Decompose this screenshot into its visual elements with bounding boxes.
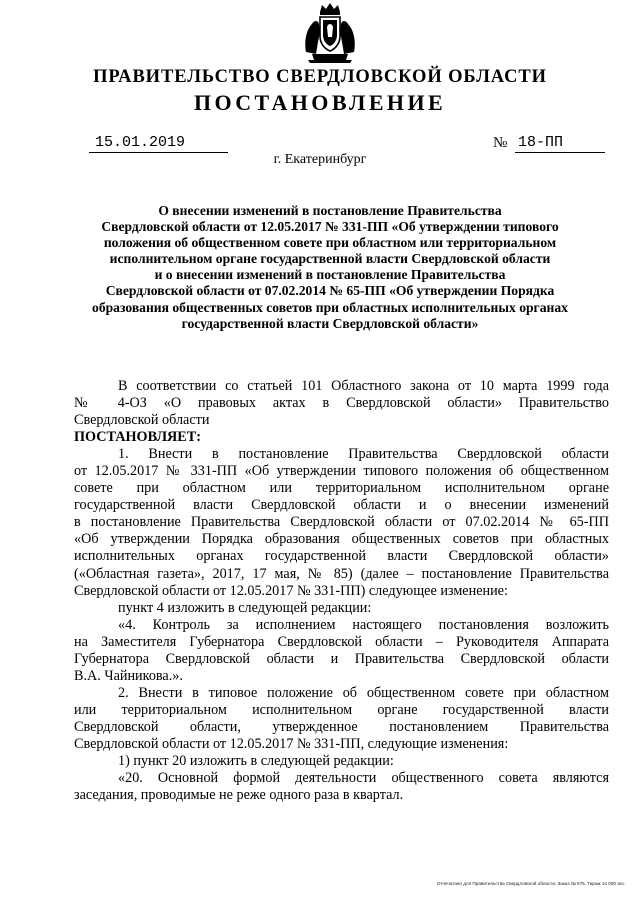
body-line: 1) пункт 20 изложить в следующей редакции: <box>118 753 394 770</box>
resolves-heading: ПОСТАНОВЛЯЕТ: <box>74 429 201 446</box>
body-line: исполнительных органах государственной власти Свердловской области» <box>74 548 609 565</box>
body-line: 2. Внести в типовое положение об общественном совете при областном <box>118 684 609 701</box>
document-date: 15.01.2019 <box>89 134 228 153</box>
body-line: в постановление Правительства Свердловской области от 07.02.2014 № 65-ПП <box>74 514 609 531</box>
body-line: («Областная газета», 2017, 17 мая, № 85) (далее – постановление Правительства <box>74 565 609 582</box>
document-type: ПОСТАНОВЛЕНИЕ <box>193 90 447 115</box>
number-sign: № <box>493 135 508 151</box>
body-line: Свердловской области от 12.05.2017 № 331-ПП, следующие изменения: <box>74 735 509 752</box>
title-line: Свердловской области от 12.05.2017 № 331-ПП «Об утверждении типового <box>101 219 559 235</box>
body-line: Губернатора Свердловской области и Правительства Свердловской области <box>74 650 609 667</box>
title-line: образования общественных советов при областных исполнительных органах <box>92 299 568 315</box>
body-line: «4. Контроль за исполнением настоящего постановления возложить <box>118 616 609 633</box>
print-footnote: Отпечатано для Правительства Свердловской области. Заказ № 575. Тираж 14 000 экз. <box>436 881 625 886</box>
body-line: от 12.05.2017 № 331-ПП «Об утверждении типового положения об общественном <box>74 463 609 480</box>
number-value: 18-ПП <box>515 134 605 153</box>
body-line: «20. Основной формой деятельности общественного совета являются <box>118 770 609 787</box>
body-line: Свердловской области от 12.05.2017 № 331-ПП) следующее изменение: <box>74 582 508 599</box>
body-line: 1. Внести в постановление Правительства Свердловской области <box>118 446 609 463</box>
body-line: № 4-ОЗ «О правовых актах в Свердловской области» Правительство <box>74 395 609 412</box>
body-line: В соответствии со статьей 101 Областного закона от 10 марта 1999 года <box>118 378 609 394</box>
body-line: или территориальном исполнительном органе государственной власти <box>74 701 609 718</box>
body-line: совете при областном или территориальном исполнительном органе <box>74 480 609 497</box>
government-name: ПРАВИТЕЛЬСТВО СВЕРДЛОВСКОЙ ОБЛАСТИ <box>93 67 547 87</box>
city: г. Екатеринбург <box>273 152 367 167</box>
title-line: и о внесении изменений в постановление Правительства <box>154 267 506 283</box>
body-line: В.А. Чайникова.». <box>74 667 183 684</box>
title-line: исполнительном органе государственной власти Свердловской области <box>109 251 551 267</box>
title-line: государственной власти Свердловской области» <box>181 315 479 331</box>
body-line: Свердловской области, утвержденное постановлением Правительства <box>74 718 609 735</box>
body-line: государственной власти Свердловской области и о внесении изменений <box>74 497 609 514</box>
document-title <box>68 203 592 332</box>
title-line: положения об общественном совете при областном или территориальном <box>103 235 557 251</box>
document-body <box>74 378 609 804</box>
body-line: заседания, проводимые не реже одного раза в квартал. <box>74 787 404 804</box>
body-line: «Об утверждении Порядка образования общественных советов при областных <box>74 531 609 548</box>
body-line: на Заместителя Губернатора Свердловской области – Руководителя Аппарата <box>74 633 609 650</box>
title-line: О внесении изменений в постановление Правительства <box>158 203 502 218</box>
body-line: Свердловской области <box>74 412 210 429</box>
title-line: Свердловской области от 07.02.2014 № 65-ПП «Об утверждении Порядка <box>105 283 555 299</box>
coat-of-arms-icon <box>302 2 358 64</box>
body-line: пункт 4 изложить в следующей редакции: <box>118 599 372 616</box>
